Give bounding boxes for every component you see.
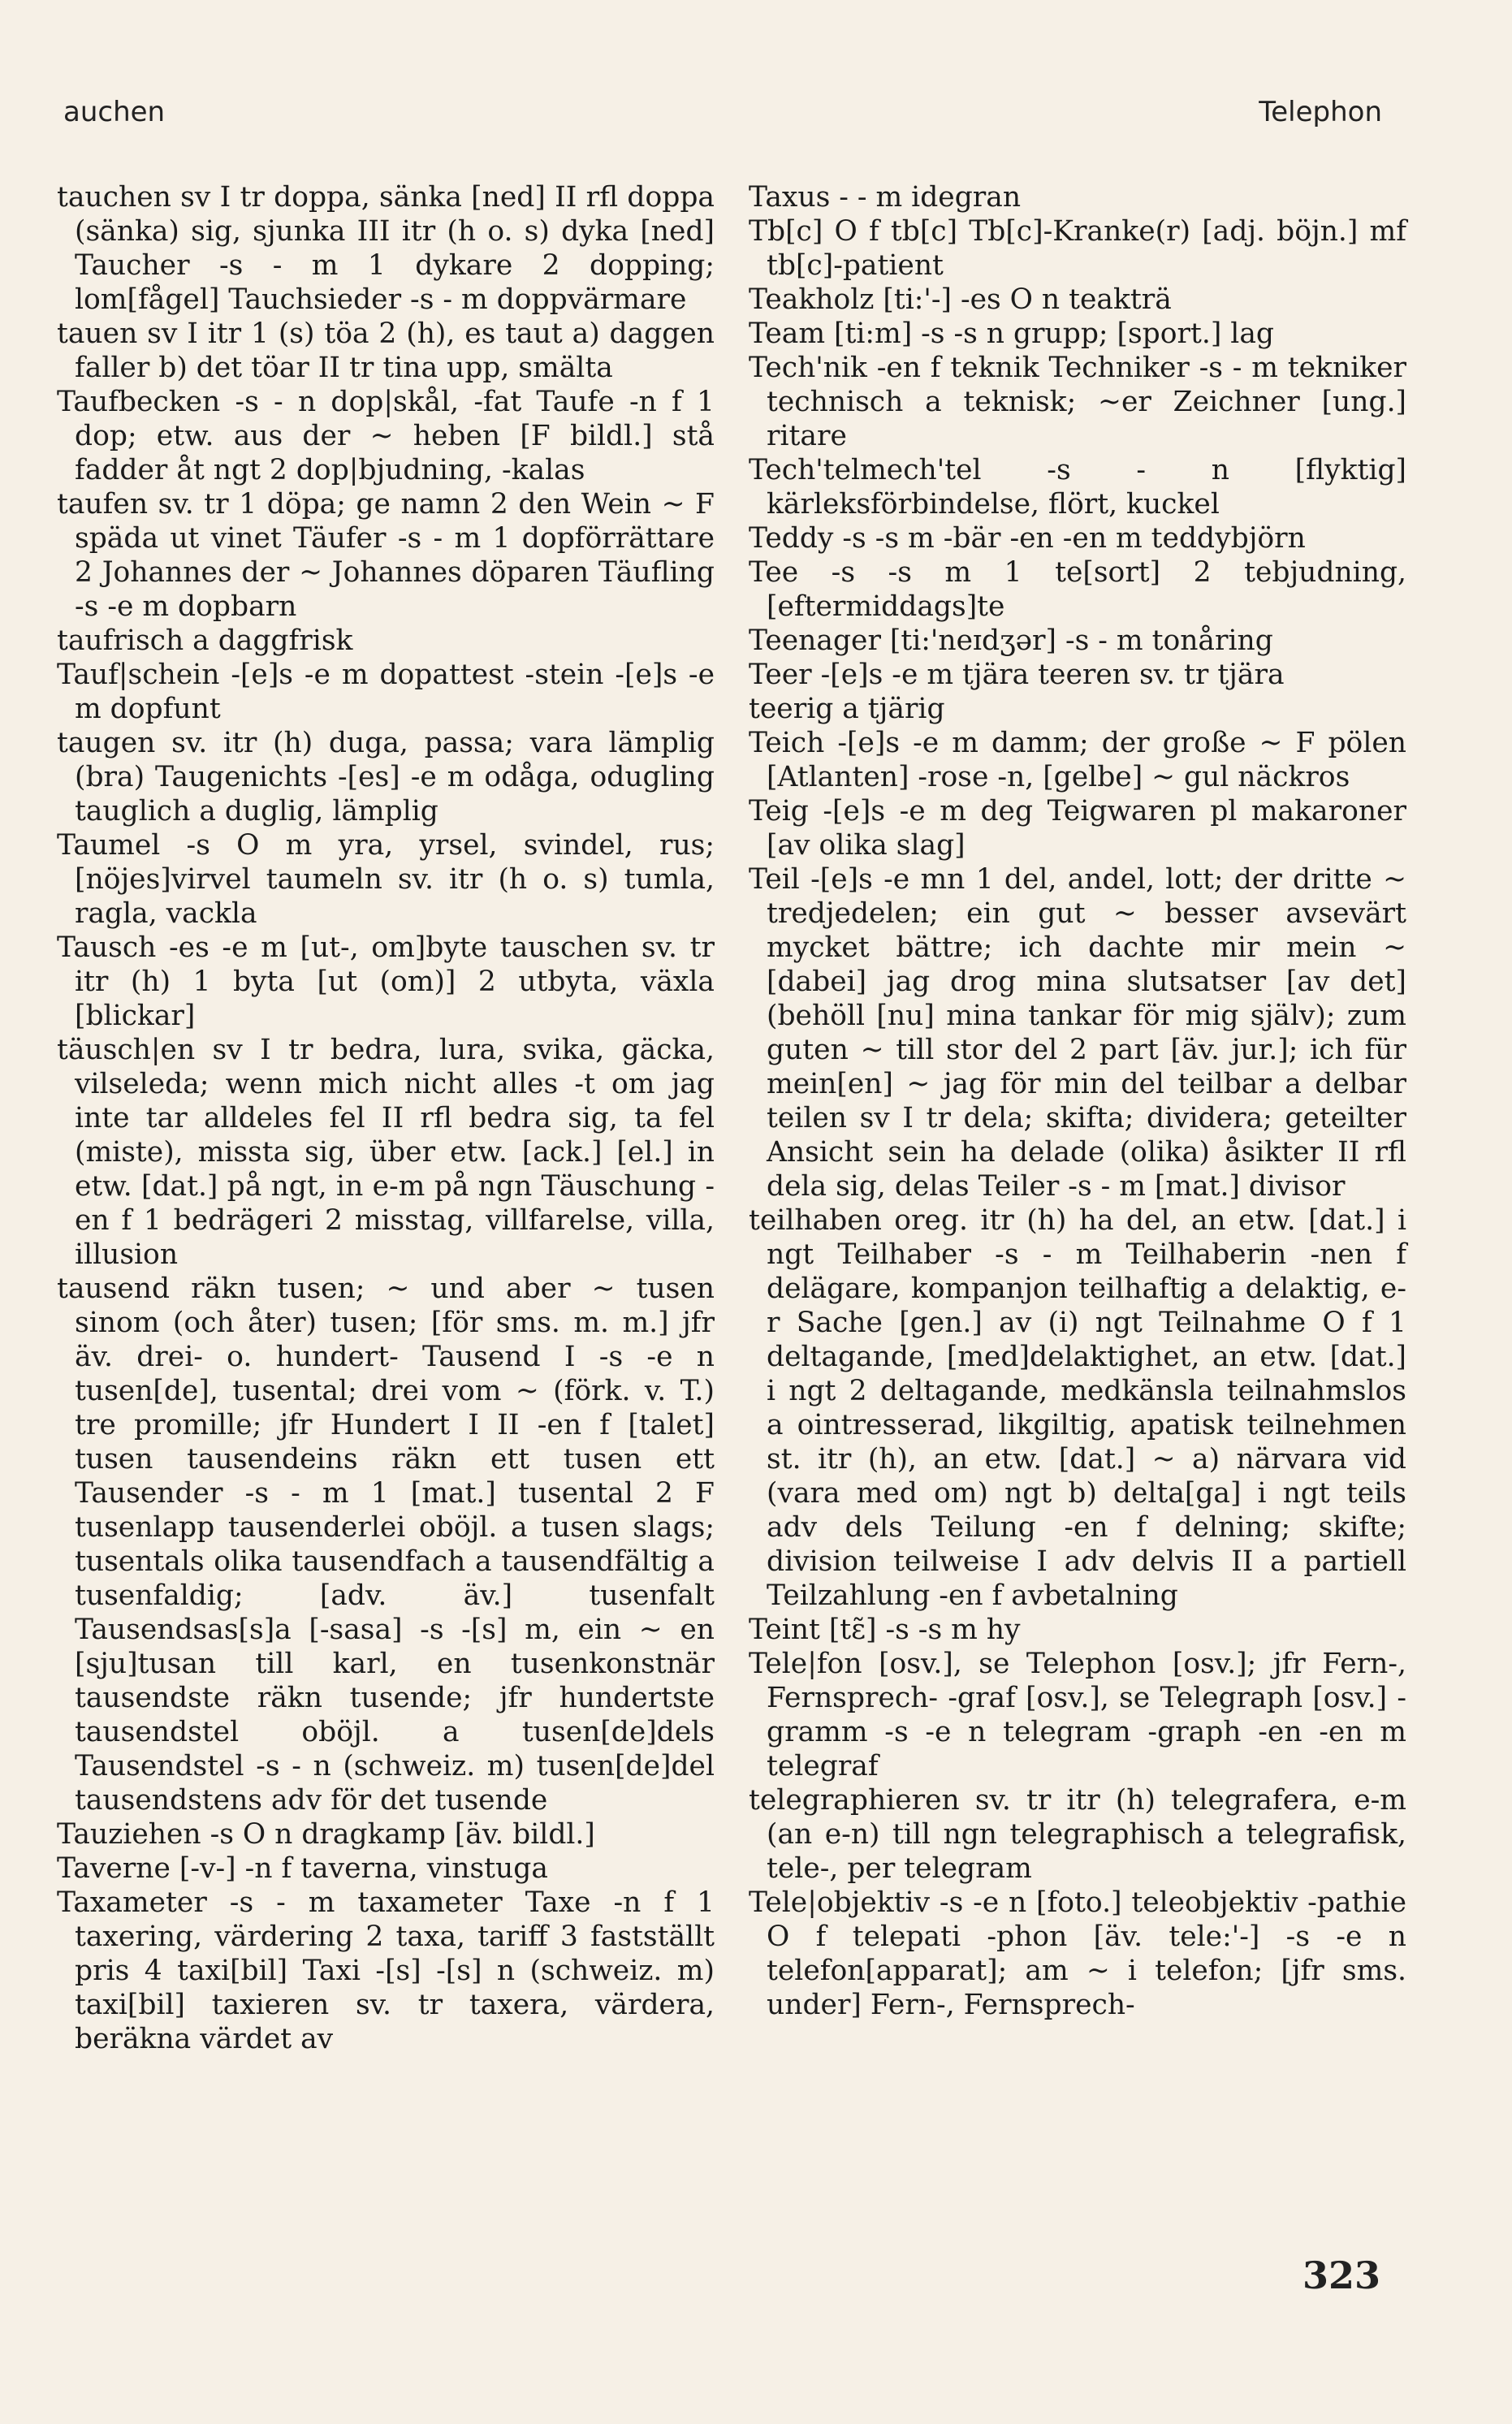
- dictionary-entry: teilhaben oreg. itr (h) ha del, an etw. [dat.] i ngt Teilhaber -s - m Teilhaberin -nen f delägare, kompanjon teilhaftig a delaktig, e-r Sache [gen.] av (i) ngt Teilnahme O f 1 deltagande, [med]delaktighet, an etw. [dat.] i ngt 2 deltagande, medkänsla teilnahmslos a ointresserad, likgiltig, apatisk teilnehmen st. itr (h), an etw. [dat.] ~ a) närvara vid (vara med om) ngt b) delta[ga] i ngt teils adv dels Teilung -en f delning; skifte; division teilweise I adv delvis II a partiell Teilzahlung -en f avbetalning: [749, 1204, 1406, 1612]
- dictionary-entry: Taxameter -s - m taxameter Taxe -n f 1 taxering, värdering 2 taxa, tariff 3 fastställt pris 4 taxi[bil] Taxi -[s] -[s] n (schweiz. m) taxi[bil] taxieren sv. tr taxera, värdera, beräkna värdet av: [57, 1886, 715, 2055]
- dictionary-entry: Tech'telmech'tel -s - n [flyktig] kärleksförbindelse, flört, kuckel: [749, 454, 1406, 521]
- dictionary-entry: Taverne [-v-] -n f taverna, vinstuga: [57, 1852, 548, 1885]
- running-head-right: Telephon: [1259, 96, 1382, 128]
- page-number: 323: [1302, 2253, 1380, 2297]
- dictionary-entry: Teil -[e]s -e mn 1 del, andel, lott; der dritte ~ tredjedelen; ein gut ~ besser avsevärt mycket bättre; ich dachte mir mein ~ [dabei] jag drog mina slutsatser [av det] (behöll [nu] mina tankar för mig själv); zum guten ~ till stor del 2 part [äv. jur.]; ich für mein[en] ~ jag för min del teilbar a delbar teilen sv I tr dela; skifta; dividera; geteilter Ansicht sein ha delade (olika) åsikter II rfl dela sig, delas Teiler -s - m [mat.] divisor: [749, 863, 1406, 1203]
- dictionary-entry: Taxus - - m idegran: [749, 181, 1022, 214]
- dictionary-entry: Tauziehen -s O n dragkamp [äv. bildl.]: [57, 1818, 595, 1851]
- page-header: [63, 96, 1382, 145]
- dictionary-entry: Tb[c] O f tb[c] Tb[c]-Kranke(r) [adj. böjn.] mf tb[c]-patient: [749, 215, 1406, 282]
- dictionary-entry: Teakholz [ti:'-] -es O n teakträ: [749, 283, 1172, 316]
- dictionary-entry: Tausch -es -e m [ut-, om]byte tauschen sv. tr itr (h) 1 byta [ut (om)] 2 utbyta, växla [blickar]: [57, 931, 715, 1032]
- left-column: [57, 180, 715, 2056]
- dictionary-entry: Team [ti:m] -s -s n grupp; [sport.] lag: [749, 318, 1274, 350]
- dictionary-entry: Teer -[e]s -e m tjära teeren sv. tr tjära: [749, 659, 1285, 691]
- dictionary-entry: telegraphieren sv. tr itr (h) telegrafera, e-m (an e-n) till ngn telegraphisch a telegrafisk, tele-, per telegram: [749, 1784, 1406, 1885]
- dictionary-entry: tausend räkn tusen; ~ und aber ~ tusen sinom (och åter) tusen; [för sms. m. m.] jfr äv. drei- o. hundert- Tausend I -s -e n tusen[de], tusental; drei vom ~ (förk. v. T.) tre promille; jfr Hundert I II -en f [talet] tusen tausendeins räkn ett tusen ett Tausender -s - m 1 [mat.] tusental 2 F tusenlapp tausenderlei oböjl. a tusen slags; tusentals olika tausendfach a tausendfältig a tusenfaldig; [adv. äv.] tusenfalt Tausendsas[s]a [-sasa] -s -[s] m, ein ~ en [sju]tusan till karl, en tusenkonstnär tausendste räkn tusende; jfr hundertste tausendstel oböjl. a tusen[de]dels Tausendstel -s - n (schweiz. m) tusen[de]del tausendstens adv för det tusende: [57, 1272, 715, 1817]
- dictionary-entry: Taumel -s O m yra, yrsel, svindel, rus; [nöjes]virvel taumeln sv. itr (h o. s) tumla, ragla, vackla: [57, 829, 715, 930]
- dictionary-entry: Teig -[e]s -e m deg Teigwaren pl makaroner [av olika slag]: [749, 795, 1406, 862]
- dictionary-entry: teerig a tjärig: [749, 693, 945, 725]
- dictionary-entry: Tele|fon [osv.], se Telephon [osv.]; jfr Fern-, Fernsprech- -graf [osv.], se Telegraph [osv.] -gramm -s -e n telegram -graph -en -en m telegraf: [749, 1648, 1406, 1782]
- dictionary-entry: Teenager [ti:'neɪdʒər] -s - m tonåring: [749, 624, 1273, 657]
- dictionary-entry: tauen sv I itr 1 (s) töa 2 (h), es taut a) daggen faller b) det töar II tr tina upp, smälta: [57, 318, 715, 384]
- dictionary-entry: taugen sv. itr (h) duga, passa; vara lämplig (bra) Taugenichts -[es] -e m odåga, odugling tauglich a duglig, lämplig: [57, 727, 715, 827]
- dictionary-entry: Tele|objektiv -s -e n [foto.] teleobjektiv -pathie O f telepati -phon [äv. tele:'-] -s -e n telefon[apparat]; am ~ i telefon; [jfr sms. under] Fern-, Fernsprech-: [749, 1886, 1406, 2021]
- dictionary-entry: Teich -[e]s -e m damm; der große ~ F pölen [Atlanten] -rose -n, [gelbe] ~ gul näckros: [749, 727, 1406, 793]
- dictionary-entry: taufen sv. tr 1 döpa; ge namn 2 den Wein ~ F späda ut vinet Täufer -s - m 1 dopförrättare 2 Johannes der ~ Johannes döparen Täufling -s -e m dopbarn: [57, 488, 715, 623]
- dictionary-entry: taufrisch a daggfrisk: [57, 624, 353, 657]
- dictionary-entry: täusch|en sv I tr bedra, lura, svika, gäcka, vilseleda; wenn mich nicht alles -t om jag inte tar alldeles fel II rfl bedra sig, ta fel (miste), missta sig, über etw. [ack.] [el.] in etw. [dat.] på ngt, in e-m på ngn Täuschung -en f 1 bedrägeri 2 misstag, villfarelse, villa, illusion: [57, 1034, 715, 1271]
- dictionary-entry: Teddy -s -s m -bär -en -en m teddybjörn: [749, 522, 1306, 555]
- dictionary-entry: Taufbecken -s - n dop|skål, -fat Taufe -n f 1 dop; etw. aus der ~ heben [F bildl.] stå fadder åt ngt 2 dop|bjudning, -kalas: [57, 386, 715, 486]
- dictionary-entry: Teint [tɛ̃] -s -s m hy: [749, 1614, 1021, 1646]
- dictionary-entry: tauchen sv I tr doppa, sänka [ned] II rfl doppa (sänka) sig, sjunka III itr (h o. s) dyka [ned] Taucher -s - m 1 dykare 2 dopping; lom[fågel] Tauchsieder -s - m doppvärmare: [57, 181, 715, 316]
- dictionary-entry: Tee -s -s m 1 te[sort] 2 tebjudning, [eftermiddags]te: [749, 556, 1406, 623]
- dictionary-entry: Tech'nik -en f teknik Techniker -s - m tekniker technisch a teknisk; ~er Zeichner [ung.] ritare: [749, 352, 1406, 452]
- running-head-left: auchen: [63, 96, 166, 128]
- dictionary-entry: Tauf|schein -[e]s -e m dopattest -stein -[e]s -e m dopfunt: [57, 659, 715, 725]
- right-column: [749, 180, 1406, 2022]
